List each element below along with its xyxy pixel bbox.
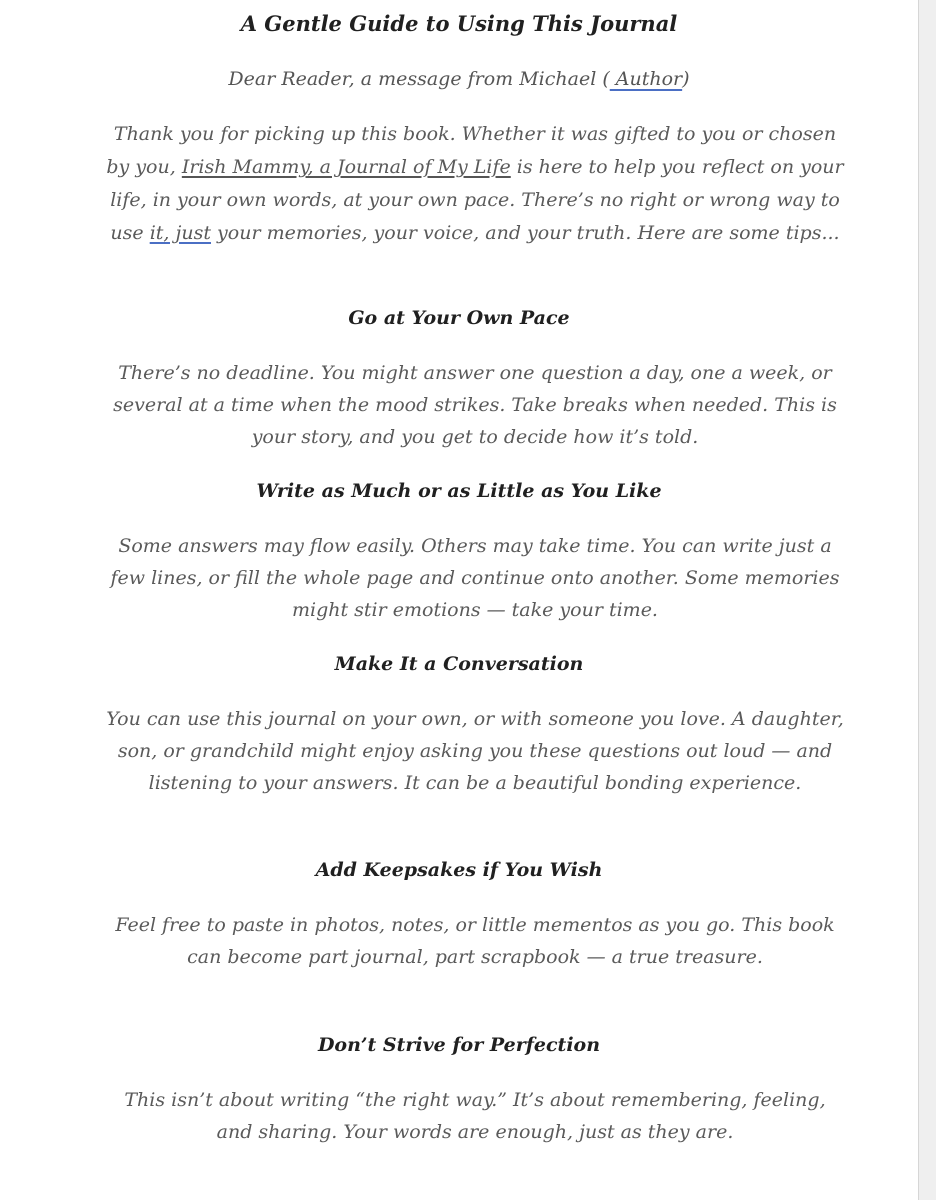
window-right-edge: [919, 0, 936, 1200]
intro-text-3: your memories, your voice, and your truth. Here are some tips...: [211, 222, 840, 244]
book-title: Irish Mammy, a Journal of My Life: [181, 156, 511, 178]
section-body: This isn’t about writing “the right way.” It’s about remembering, feeling, and sharing. Your words are enough, just as they are.: [124, 1089, 826, 1143]
section-heading: Write as Much or as Little as You Like: [256, 480, 662, 502]
section-heading: Add Keepsakes if You Wish: [315, 859, 603, 881]
section-body: You can use this journal on your own, or with someone you love. A daughter, son, or grandchild might enjoy asking you these questions out loud — and listening to your answers. It can be a beautiful bonding experience.: [106, 708, 844, 794]
section-body: There’s no deadline. You might answer one question a day, one a week, or several at a time when the mood strikes. Take breaks when needed. This is your story, and you get to decide how it’s told.: [113, 362, 837, 448]
section-heading: Go at Your Own Pace: [348, 307, 570, 329]
section-body: Some answers may flow easily. Others may take time. You can write just a few lines, or fill the whole page and continue onto another. Some memories might stir emotions — take your time.: [110, 535, 840, 621]
author-message: [0, 63, 918, 95]
intro-text-2: is here to help you reflect on your life, in your own words, at your own pace. There’s no right or wrong way to use: [110, 156, 844, 244]
message-suffix: ): [682, 68, 690, 90]
intro-paragraph: [105, 118, 845, 250]
section-heading: Make It a Conversation: [334, 653, 584, 675]
section-body: Feel free to paste in photos, notes, or little mementos as you go. This book can become part journal, part scrapbook — a true treasure.: [115, 914, 835, 968]
grammar-flag[interactable]: it, just: [149, 222, 211, 244]
intro-text-1: Thank you for picking up this book. Whether it was gifted to you or chosen by you,: [106, 123, 837, 178]
section-heading: Don’t Strive for Perfection: [317, 1034, 601, 1056]
page-title: A Gentle Guide to Using This Journal: [240, 11, 678, 36]
message-prefix: Dear Reader, a message from Michael (: [228, 68, 610, 90]
author-link[interactable]: Author: [609, 68, 683, 90]
